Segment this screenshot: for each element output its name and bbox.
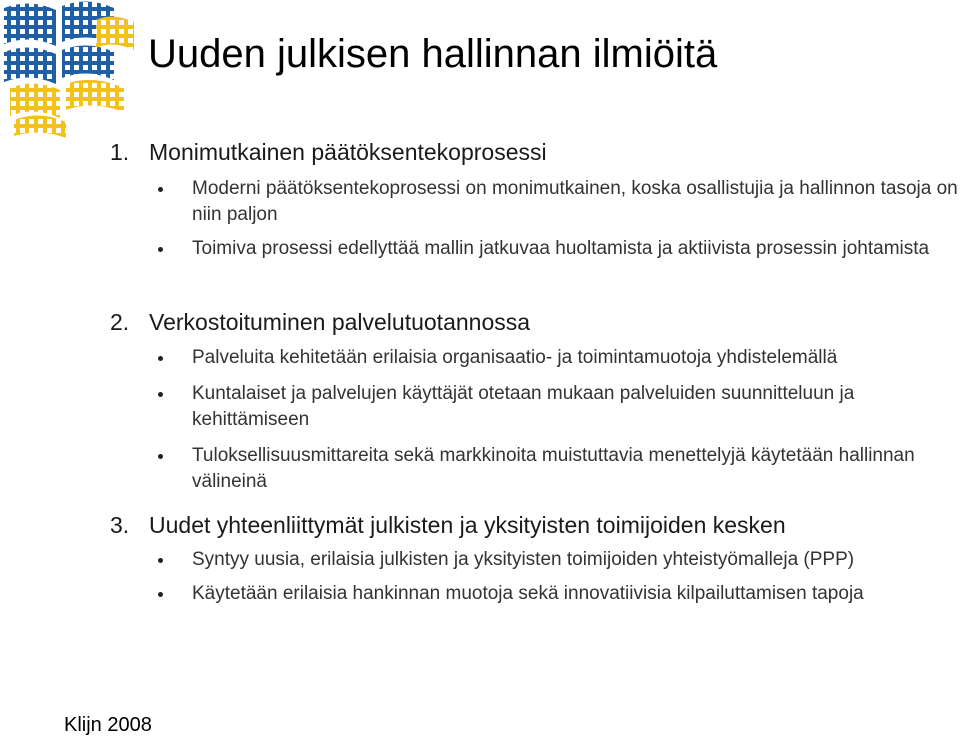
bullet-text: Toimiva prosessi edellyttää mallin jatkuvaa huoltamista ja aktiivista prosessin johtamista [192, 238, 930, 259]
bullet-text: Syntyy uusia, erilaisia julkisten ja yksityisten toimijoiden yhteistyömalleja (PPP) [192, 549, 855, 570]
bullet-dot-icon [158, 454, 163, 459]
list-item [110, 581, 960, 607]
section-title: Monimutkainen päätöksentekoprosessi [149, 139, 547, 165]
bullet-dot-icon [158, 592, 163, 597]
grid-tiles-logo-icon [0, 0, 140, 140]
bullet-dot-icon [158, 187, 163, 192]
bullet-dot-icon [158, 356, 163, 361]
section-number: 2. [110, 309, 130, 335]
list-item [110, 345, 960, 371]
bullet-text: Kuntalaiset ja palvelujen käyttäjät otetaan mukaan palveluiden suunnitteluun ja kehittämiseen [192, 383, 855, 430]
section-title: Verkostoituminen palvelutuotannossa [149, 309, 531, 335]
list-item [110, 443, 960, 495]
section-number: 1. [110, 139, 130, 165]
bullet-dot-icon [158, 247, 163, 252]
bullet-text: Käytetään erilaisia hankinnan muotoja sekä innovatiivisia kilpailuttamisen tapoja [192, 583, 864, 604]
slide-footer-credit: Klijn 2008 [64, 714, 152, 736]
section-title: Uudet yhteenliittymät julkisten ja yksityisten toimijoiden kesken [149, 512, 786, 538]
list-item [110, 381, 960, 433]
list-item [110, 236, 960, 262]
bullet-text: Moderni päätöksentekoprosessi on monimutkainen, koska osallistujia ja hallinnon tasoja on niin paljon [192, 178, 958, 225]
list-item [110, 547, 960, 573]
bullet-dot-icon [158, 392, 163, 397]
bullet-text: Tuloksellisuusmittareita sekä markkinoita muistuttavia menettelyjä käytetään hallinnan välineinä [192, 445, 915, 492]
bullet-list [110, 345, 960, 495]
bullet-text: Palveluita kehitetään erilaisia organisaatio- ja toimintamuotoja yhdistelemällä [192, 347, 838, 368]
bullet-list [110, 547, 960, 607]
bullet-list [110, 176, 960, 262]
list-item [110, 176, 960, 228]
slide-title: Uuden julkisen hallinnan ilmiöitä [148, 32, 718, 76]
section-number: 3. [110, 512, 130, 538]
bullet-dot-icon [158, 558, 163, 563]
